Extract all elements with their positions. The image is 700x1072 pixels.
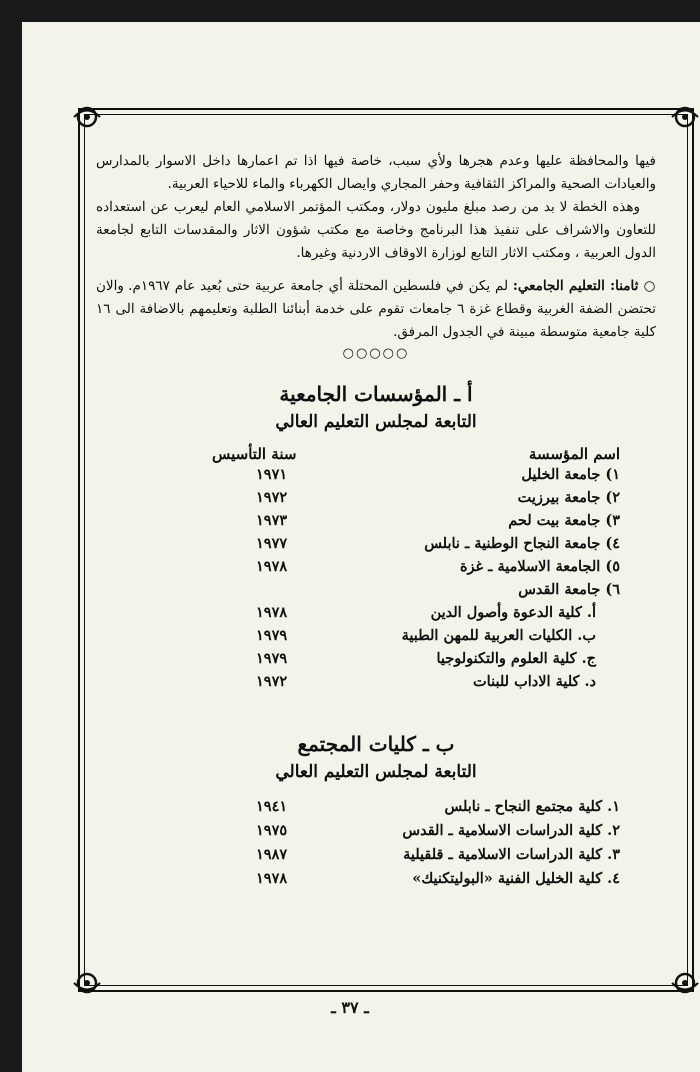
college-name: ١. كلية مجتمع النجاح ـ نابلس [444,798,620,815]
founding-year: ١٩٧٨ [256,604,288,621]
institution-name: ٥) الجامعة الاسلامية ـ غزة [459,558,620,575]
table-header [96,445,656,463]
college-name: ٣. كلية الدراسات الاسلامية ـ قلقيلية [403,846,620,863]
table-row [96,463,656,486]
corner-ornament-icon [70,966,104,1000]
corner-ornament-icon [668,100,700,134]
table-row [96,532,656,555]
page-content [96,150,656,891]
page-number: ـ ٣٧ ـ [331,998,369,1017]
section-b-title: ب ـ كليات المجتمع [297,732,455,756]
college-name: ج. كلية العلوم والتكنولوجيا [436,650,596,667]
founding-year: ١٩٧٢ [256,673,288,690]
founding-year: ١٩٧٨ [256,870,288,887]
college-name: د. كلية الاداب للبنات [473,673,596,690]
institution-name: ١) جامعة الخليل [521,466,620,483]
table-subrow [96,670,656,693]
founding-year: ١٩٨٧ [256,846,288,863]
table-row [96,486,656,509]
column-name-header: اسم المؤسسة [528,445,620,463]
college-name: أ. كلية الدعوة وأصول الدين [430,604,596,621]
paragraph-3-label: ○ ثامنا: التعليم الجامعي: [512,278,656,294]
table-row [96,509,656,532]
corner-ornament-icon [668,966,700,1000]
institution-name: ٢) جامعة بيرزيت [517,489,620,506]
paragraph-3-text: لم يكن في فلسطين المحتلة أي جامعة عربية حتى بُعيد عام ١٩٦٧م. والان تحتضن الضفة الغربية وقطاع غزة ٦ جامعات تقوم على خدمة أبنائنا الطلبة وتعليمهم بالاضافة الى ١٦ كلية جامعية متوسطة مبينة في الجدول المرفق. [96,278,656,340]
paragraph-1: فيها والمحافظة عليها وعدم هجرها ولأي سبب، خاصة فيها اذا تم اعمارها داخل الاسوار بالمدارس والعيادات الصحية والمراكز الثقافية وحفر المجاري وايصال الكهرباء والماء للاحياء العربية. [96,153,656,192]
founding-year: ١٩٧١ [256,466,288,483]
founding-year: ١٩٧٨ [256,558,288,575]
institution-name: ٦) جامعة القدس [518,581,620,598]
institution-name: ٤) جامعة النجاح الوطنية ـ نابلس [424,535,620,552]
table-row [96,843,656,867]
college-name: ٢. كلية الدراسات الاسلامية ـ القدس [402,822,620,839]
table-subrow [96,601,656,624]
table-row [96,867,656,891]
section-a-subtitle: التابعة لمجلس التعليم العالي [275,412,477,432]
table-row [96,819,656,843]
founding-year: ١٩٧٣ [256,512,288,529]
separator: ○○○○○ [342,346,410,361]
founding-year: ١٩٧٢ [256,489,288,506]
paragraph-3 [96,275,656,344]
table-subrow [96,624,656,647]
table-subrow [96,647,656,670]
founding-year: ١٩٧٥ [256,822,288,839]
section-b-subtitle: التابعة لمجلس التعليم العالي [275,762,477,782]
corner-ornament-icon [70,100,104,134]
founding-year: ١٩٧٧ [256,535,288,552]
institution-name: ٣) جامعة بيت لحم [508,512,620,529]
founding-year: ١٩٤١ [256,798,288,815]
section-a-title: أ ـ المؤسسات الجامعية [279,382,473,406]
table-row [96,795,656,819]
table-row [96,555,656,578]
college-name: ب. الكليات العربية للمهن الطبية [401,627,596,644]
founding-year: ١٩٧٩ [256,650,288,667]
founding-year [256,578,316,601]
paragraph-2: وهذه الخطة لا بد من رصد مبلغ مليون دولار، ومكتب المؤتمر الاسلامي العام ليعرب عن استعداده للتعاون والاشراف على تنفيذ هذا البرنامج وخاصة مع مكتب شؤون الاثار والمقدسات التابع لجامعة الدول العربية ، ومكتب الاثار التابع لوزارة الاوقاف الاردنية وغيرها. [96,199,656,261]
founding-year: ١٩٧٩ [256,627,288,644]
table-row [96,578,656,601]
college-name: ٤. كلية الخليل الفنية «البوليتكنيك» [412,870,620,887]
column-year-header: سنة التأسيس [212,445,297,463]
